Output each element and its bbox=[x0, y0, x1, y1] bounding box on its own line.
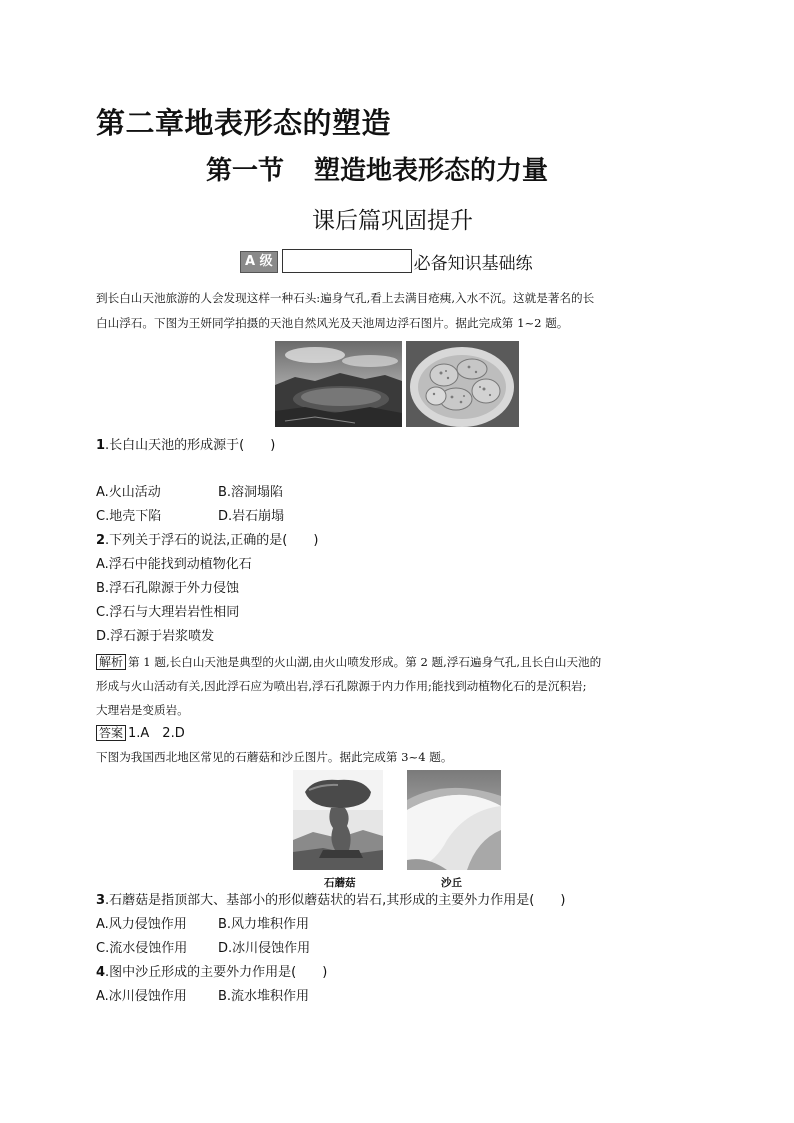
question-1-number: 1 bbox=[96, 438, 106, 453]
sand-dune-photo bbox=[407, 770, 501, 870]
level-badge: A 级 bbox=[240, 251, 278, 273]
intro-line-2: 白山浮石。下图为王妍同学拍摄的天池自然风光及天池周边浮石图片。据此完成第 1~2 题。 bbox=[96, 316, 569, 330]
q1-option-b[interactable]: B.溶洞塌陷 bbox=[218, 485, 284, 500]
q1-option-c[interactable]: C.地壳下陷 bbox=[96, 509, 162, 524]
question-4-number: 4 bbox=[96, 965, 106, 980]
level-title: 必备知识基础练 bbox=[413, 254, 533, 274]
question-2-stem: .下列关于浮石的说法,正确的是( ) bbox=[105, 533, 319, 548]
section-heading bbox=[206, 150, 548, 187]
section-title: 塑造地表形态的力量 bbox=[314, 156, 549, 186]
level-header bbox=[240, 247, 533, 273]
question-4 bbox=[96, 962, 327, 984]
q4-option-a[interactable]: A.冰川侵蚀作用 bbox=[96, 989, 187, 1004]
answer-line bbox=[96, 722, 185, 745]
subtitle: 课后篇巩固提升 bbox=[312, 208, 473, 234]
analysis-text-1: 第 1 题,长白山天池是典型的火山湖,由火山喷发形成。第 2 题,浮石遍身气孔,且长白山天池的 bbox=[128, 655, 602, 669]
pumice-stones-photo bbox=[406, 341, 519, 427]
q3-option-a[interactable]: A.风力侵蚀作用 bbox=[96, 917, 187, 932]
q1-option-d[interactable]: D.岩石崩塌 bbox=[218, 509, 285, 524]
q4-option-b[interactable]: B.流水堆积作用 bbox=[218, 989, 310, 1004]
question-2-number: 2 bbox=[96, 533, 106, 548]
analysis-line-3: 大理岩是变质岩。 bbox=[96, 703, 189, 717]
q3-option-b[interactable]: B.风力堆积作用 bbox=[218, 917, 310, 932]
question-4-stem: .图中沙丘形成的主要外力作用是( ) bbox=[105, 965, 328, 980]
answer-label: 答案 bbox=[96, 725, 126, 741]
stone-mushroom-photo bbox=[293, 770, 383, 870]
question-1 bbox=[96, 435, 275, 457]
caption-stone-mushroom: 石蘑菇 bbox=[324, 877, 356, 889]
caption-sand-dune: 沙丘 bbox=[441, 877, 462, 889]
intro-2: 下图为我国西北地区常见的石蘑菇和沙丘图片。据此完成第 3~4 题。 bbox=[96, 750, 453, 764]
question-3-options-row-2 bbox=[96, 938, 310, 960]
tianchi-lake-photo bbox=[275, 341, 402, 427]
answer-text: 1.A 2.D bbox=[128, 726, 185, 741]
q1-option-a[interactable]: A.火山活动 bbox=[96, 485, 161, 500]
question-4-options-row-1 bbox=[96, 986, 309, 1008]
question-1-options-row-1 bbox=[96, 482, 283, 504]
q3-option-d[interactable]: D.冰川侵蚀作用 bbox=[218, 941, 311, 956]
question-1-stem: .长白山天池的形成源于( ) bbox=[105, 438, 276, 453]
score-blank-box bbox=[282, 249, 412, 273]
chapter-title: 第二章地表形态的塑造 bbox=[96, 106, 392, 140]
intro-line-1: 到长白山天池旅游的人会发现这样一种石头:遍身气孔,看上去满目疮痍,入水不沉。这就是著名的长 bbox=[96, 291, 595, 305]
analysis-label: 解析 bbox=[96, 654, 126, 670]
q3-option-c[interactable]: C.流水侵蚀作用 bbox=[96, 941, 188, 956]
analysis-line-1 bbox=[96, 651, 601, 674]
analysis-line-2: 形成与火山活动有关,因此浮石应为喷出岩,浮石孔隙源于内力作用;能找到动植物化石的是沉积岩; bbox=[96, 679, 587, 693]
question-3 bbox=[96, 890, 565, 912]
question-1-options-row-2 bbox=[96, 506, 284, 528]
question-3-stem: .石蘑菇是指顶部大、基部小的形似蘑菇状的岩石,其形成的主要外力作用是( ) bbox=[105, 893, 566, 908]
q2-option-c[interactable]: C.浮石与大理岩岩性相同 bbox=[96, 605, 240, 620]
q2-option-d[interactable]: D.浮石源于岩浆喷发 bbox=[96, 629, 215, 644]
question-3-number: 3 bbox=[96, 893, 106, 908]
section-number: 第一节 bbox=[206, 156, 285, 186]
question-2 bbox=[96, 530, 318, 552]
q2-option-a[interactable]: A.浮石中能找到动植物化石 bbox=[96, 557, 252, 572]
q2-option-b[interactable]: B.浮石孔隙源于外力侵蚀 bbox=[96, 581, 240, 596]
question-3-options-row-1 bbox=[96, 914, 309, 936]
